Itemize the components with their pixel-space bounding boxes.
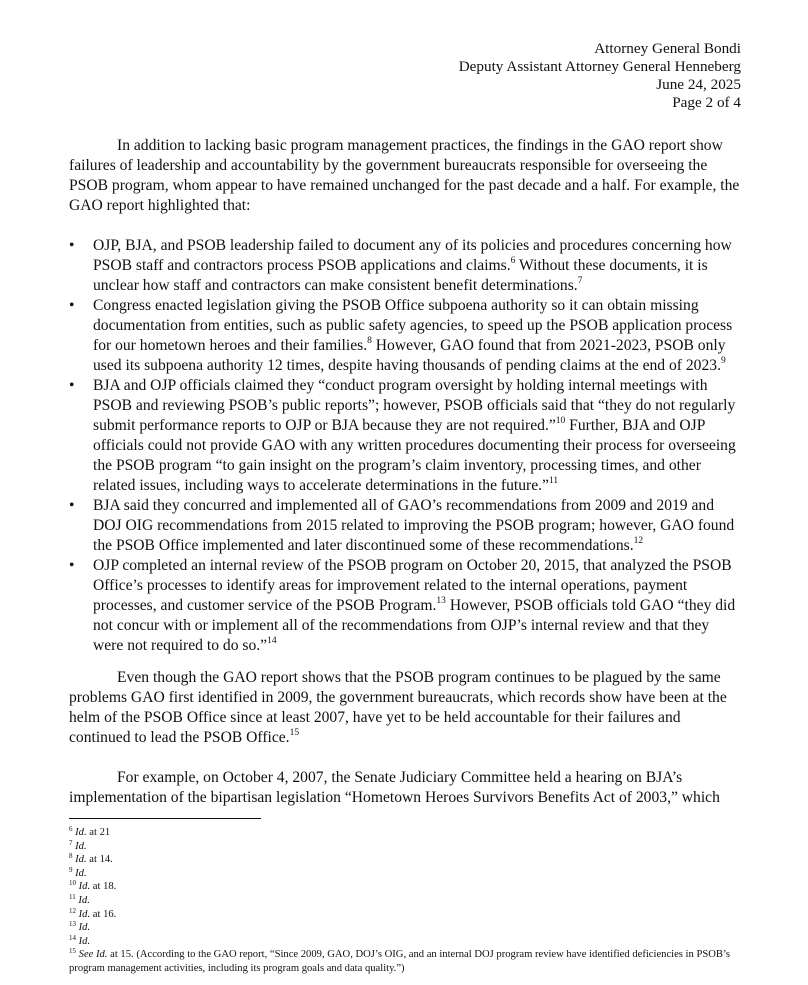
body-paragraph: Even though the GAO report shows that the PSOB program continues to be plagued by the same problems GAO first identified in 2009, the government bureaucrats, which records show have been at the helm of the PSOB Office since at least 2007, have yet to be held accountable for their failures and continued to lead the PSOB Office.$^{15}$ [69,669,727,746]
footnote: $^{10}$ Id. at 18. [69,879,117,893]
footnote-divider [69,818,261,819]
bullet-icon: • [69,557,75,574]
bullet-icon: • [69,497,75,514]
addressee-line: Attorney General Bondi [594,40,741,57]
finding-item: • BJA said they concurred and implemented all of GAO’s recommendations from 2009 and 2019 and DOJ OIG recommendations from 2015 related to improving the PSOB program; however, GAO found the PSOB Office implemented and later discontinued some of these recommendations.$^{12}$ [69,497,735,554]
letter-header [69,40,741,112]
footnote: $^8$ Id. at 14. [69,852,113,866]
footnote-ref: 11 [548,476,559,486]
body-paragraph: For example, on October 4, 2007, the Senate Judiciary Committee held a hearing on BJA’s implementation of the bipartisan legislation “Hometown Heroes Survivors Benefits Act of 2003,” which [69,769,720,806]
intro-paragraph: In addition to lacking basic program management practices, the findings in the GAO report show failures of leadership and accountability by the government bureaucrats responsible for overseeing the PSOB program, whom appear to have remained unchanged for the past decade and a half. For example, the GAO report highlighted that: [69,137,740,214]
finding-item: • Congress enacted legislation giving the PSOB Office subpoena authority so it can obtain missing documentation from entities, such as public safety agencies, to speed up the PSOB application process for our hometown heroes and their families.$^8$ However, GAO found that from 2021-2023, PSOB only used its subpoena authority 12 times, despite having thousands of pending claims at the end of 2023.$^9$ [69,297,733,374]
footnote-ref: 12 [633,536,644,546]
bullet-icon: • [69,377,75,394]
bullet-icon: • [69,237,75,254]
letter-date: June 24, 2025 [656,76,741,93]
footnote: $^7$ Id. [69,838,87,852]
footnote: $^{13}$ Id. [69,920,91,934]
footnote-ref: 7 [577,276,583,286]
footnote: $^{14}$ Id. [69,933,91,947]
footnote: $^9$ Id. [69,865,87,879]
footnote-ref: 13 [436,596,446,606]
footnote-ref: 10 [555,416,566,426]
finding-item: • OJP, BJA, and PSOB leadership failed to document any of its policies and procedures concerning how PSOB staff and contractors process PSOB applications and claims.$^6$ Without these documents, it is unclear how staff and contractors can make consistent benefit determinations.$^7$ [69,237,732,294]
footnote-ref: 8 [367,336,372,346]
footnotes [69,826,741,976]
finding-item: • OJP completed an internal review of the PSOB program on October 20, 2015, that analyzed the PSOB Office’s processes to identify areas for improvement related to the internal operations, payment processes, and customer service of the PSOB Program.$^{13}$ However, PSOB officials told GAO “they did not concur with or implement all of the recommendations from OJP’s internal review and that they were not required to do so.”$^{14}$ [69,557,736,654]
findings-list [69,236,741,656]
footnote-ref: 14 [267,636,277,646]
page-number: Page 2 of 4 [672,94,741,111]
footnote: $^{15}$ See Id. at 15. (According to the GAO report, “Since 2009, GAO, DOJ’s OIG, and an internal DOJ program review have identified deficiencies in PSOB’s program management activities, including its program goals and data quality.”) [69,947,731,974]
footnote: $^{11}$ Id. [69,892,90,906]
footnote: $^{12}$ Id. at 16. [69,906,117,920]
addressee-line: Deputy Assistant Attorney General Henneberg [458,58,741,75]
finding-item: • BJA and OJP officials claimed they “conduct program oversight by holding internal meetings with PSOB and reviewing PSOB’s public reports”; however, PSOB officials said that “they do not regularly submit performance reports to OJP or BJA because they are not required.”$^{10}$ Further, BJA and OJP officials could not provide GAO with any written procedures documenting their process for overseeing the PSOB program “to gain insight on the program’s claim inventory, processing times, and other related issues, including ways to accelerate determinations in the future.”$^{11}$ [69,377,736,494]
footnote-ref: 9 [720,356,726,366]
footnote: $^6$ Id. at 21 [69,825,111,838]
letter-page [69,40,741,808]
footnote-ref: 15 [289,728,300,738]
bullet-icon: • [69,297,75,314]
footnote-ref: 6 [510,256,516,266]
